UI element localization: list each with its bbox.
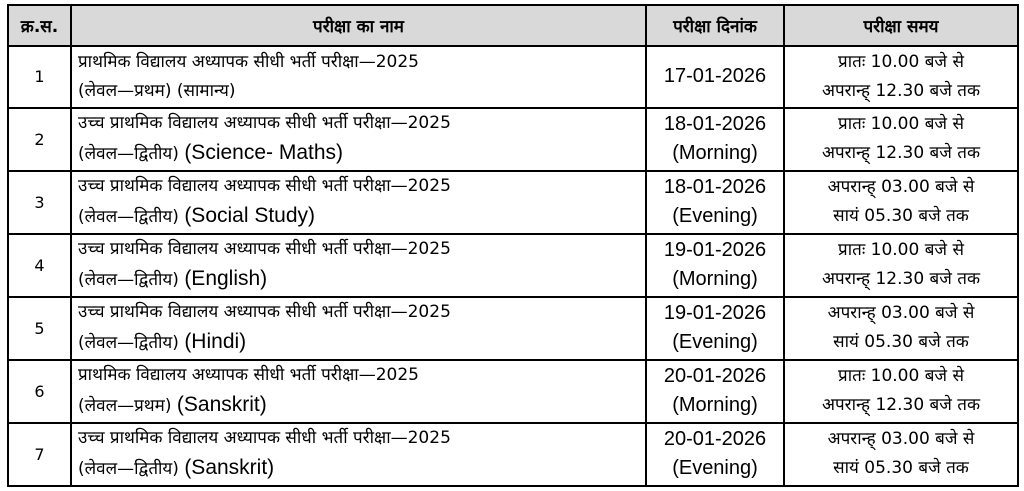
exam-subject: (Social Study) [184,204,316,228]
exam-time-cell [784,360,1018,423]
exam-date: 20-01-2026 [663,365,767,388]
serial-cell: 5 [8,297,71,360]
exam-time-end: अपरान्ह् 12.30 बजे तक [821,80,981,101]
exam-schedule-table [7,4,1019,487]
table-row [8,171,1018,234]
header-serial: क्र.स. [8,5,71,46]
exam-name-line: उच्च प्राथमिक विद्यालय अध्यापक सीधी भर्ती परीक्षा—2025 [78,302,451,323]
exam-subject: (सामान्य) [176,80,236,101]
exam-level-subject-line [78,327,639,358]
exam-time-cell [784,234,1018,297]
exam-name-line: उच्च प्राथमिक विद्यालय अध्यापक सीधी भर्ती परीक्षा—2025 [78,176,451,197]
exam-shift: (Morning) [672,268,758,291]
exam-date: 19-01-2026 [663,302,767,325]
exam-level: (लेवल—प्रथम) [78,396,172,417]
serial-cell: 1 [8,46,71,108]
exam-subject: (Hindi) [184,330,247,354]
exam-time-end: अपरान्ह् 12.30 बजे तक [821,143,981,164]
exam-date-cell [646,297,784,360]
exam-level-subject-line [78,390,639,421]
exam-level: (लेवल—द्वितीय) [78,333,179,354]
exam-level-subject-line [78,201,639,232]
exam-time-start: प्रातः 10.00 बजे से [838,114,964,135]
exam-time-cell [784,171,1018,234]
exam-time-end: सायं 05.30 बजे तक [833,206,969,227]
exam-level: (लेवल—द्वितीय) [78,207,179,228]
exam-date: 19-01-2026 [663,239,767,262]
exam-subject: (Science- Maths) [184,141,344,165]
exam-name-line: उच्च प्राथमिक विद्यालय अध्यापक सीधी भर्ती परीक्षा—2025 [78,239,451,260]
exam-level-subject-line [78,138,639,169]
exam-time-start: अपरान्ह् 03.00 बजे से [827,429,975,450]
exam-name-line: उच्च प्राथमिक विद्यालय अध्यापक सीधी भर्ती परीक्षा—2025 [78,113,451,134]
exam-shift: (Evening) [672,457,758,480]
exam-time-start: प्रातः 10.00 बजे से [838,366,964,387]
header-exam-date: परीक्षा दिनांक [646,5,784,46]
serial-cell: 4 [8,234,71,297]
serial-cell: 7 [8,423,71,486]
serial-cell: 2 [8,108,71,171]
exam-name-cell [71,423,646,486]
exam-shift: (Morning) [672,394,758,417]
exam-level-subject-line [78,264,639,295]
serial-cell: 6 [8,360,71,423]
exam-name-cell [71,297,646,360]
exam-shift: (Evening) [672,331,758,354]
exam-date-cell [646,108,784,171]
exam-name-cell [71,360,646,423]
exam-level-subject-line [78,77,639,106]
exam-time-start: अपरान्ह् 03.00 बजे से [827,177,975,198]
exam-time-end: अपरान्ह् 12.30 बजे तक [821,269,981,290]
exam-date-cell [646,360,784,423]
exam-time-end: अपरान्ह् 12.30 बजे तक [821,395,981,416]
exam-level: (लेवल—द्वितीय) [78,270,179,291]
exam-time-cell [784,108,1018,171]
table-row [8,360,1018,423]
exam-level: (लेवल—द्वितीय) [78,144,179,165]
exam-name-line: प्राथमिक विद्यालय अध्यापक सीधी भर्ती परीक्षा—2025 [78,51,419,72]
exam-name-cell [71,171,646,234]
exam-time-cell [784,297,1018,360]
exam-name-line: प्राथमिक विद्यालय अध्यापक सीधी भर्ती परीक्षा—2025 [78,365,419,386]
exam-subject: (English) [184,267,268,291]
table-row [8,108,1018,171]
exam-time-end: सायं 05.30 बजे तक [833,332,969,353]
exam-date: 17-01-2026 [663,65,767,88]
exam-date: 18-01-2026 [663,176,767,199]
table-row [8,46,1018,108]
exam-level-subject-line [78,453,639,484]
exam-time-start: प्रातः 10.00 बजे से [838,240,964,261]
exam-subject: (Sanskrit) [184,456,275,480]
table-row [8,423,1018,486]
header-row [8,5,1018,46]
exam-shift: (Morning) [672,142,758,165]
table-row [8,234,1018,297]
exam-date-cell [646,171,784,234]
exam-name-cell [71,108,646,171]
exam-subject: (Sanskrit) [176,393,267,417]
header-exam-time: परीक्षा समय [784,5,1018,46]
exam-time-cell [784,423,1018,486]
header-exam-name: परीक्षा का नाम [71,5,646,46]
exam-time-start: प्रातः 10.00 बजे से [838,51,964,72]
exam-time-cell [784,46,1018,108]
exam-time-end: सायं 05.30 बजे तक [833,458,969,479]
exam-name-line: उच्च प्राथमिक विद्यालय अध्यापक सीधी भर्ती परीक्षा—2025 [78,428,451,449]
exam-date: 18-01-2026 [663,113,767,136]
table-row [8,297,1018,360]
exam-level: (लेवल—द्वितीय) [78,459,179,480]
exam-date: 20-01-2026 [663,428,767,451]
exam-date-cell [646,423,784,486]
exam-time-start: अपरान्ह् 03.00 बजे से [827,303,975,324]
exam-name-cell [71,46,646,108]
serial-cell: 3 [8,171,71,234]
exam-shift: (Evening) [672,205,758,228]
exam-level: (लेवल—प्रथम) [78,80,172,101]
exam-date-cell [646,46,784,108]
exam-date-cell [646,234,784,297]
exam-name-cell [71,234,646,297]
